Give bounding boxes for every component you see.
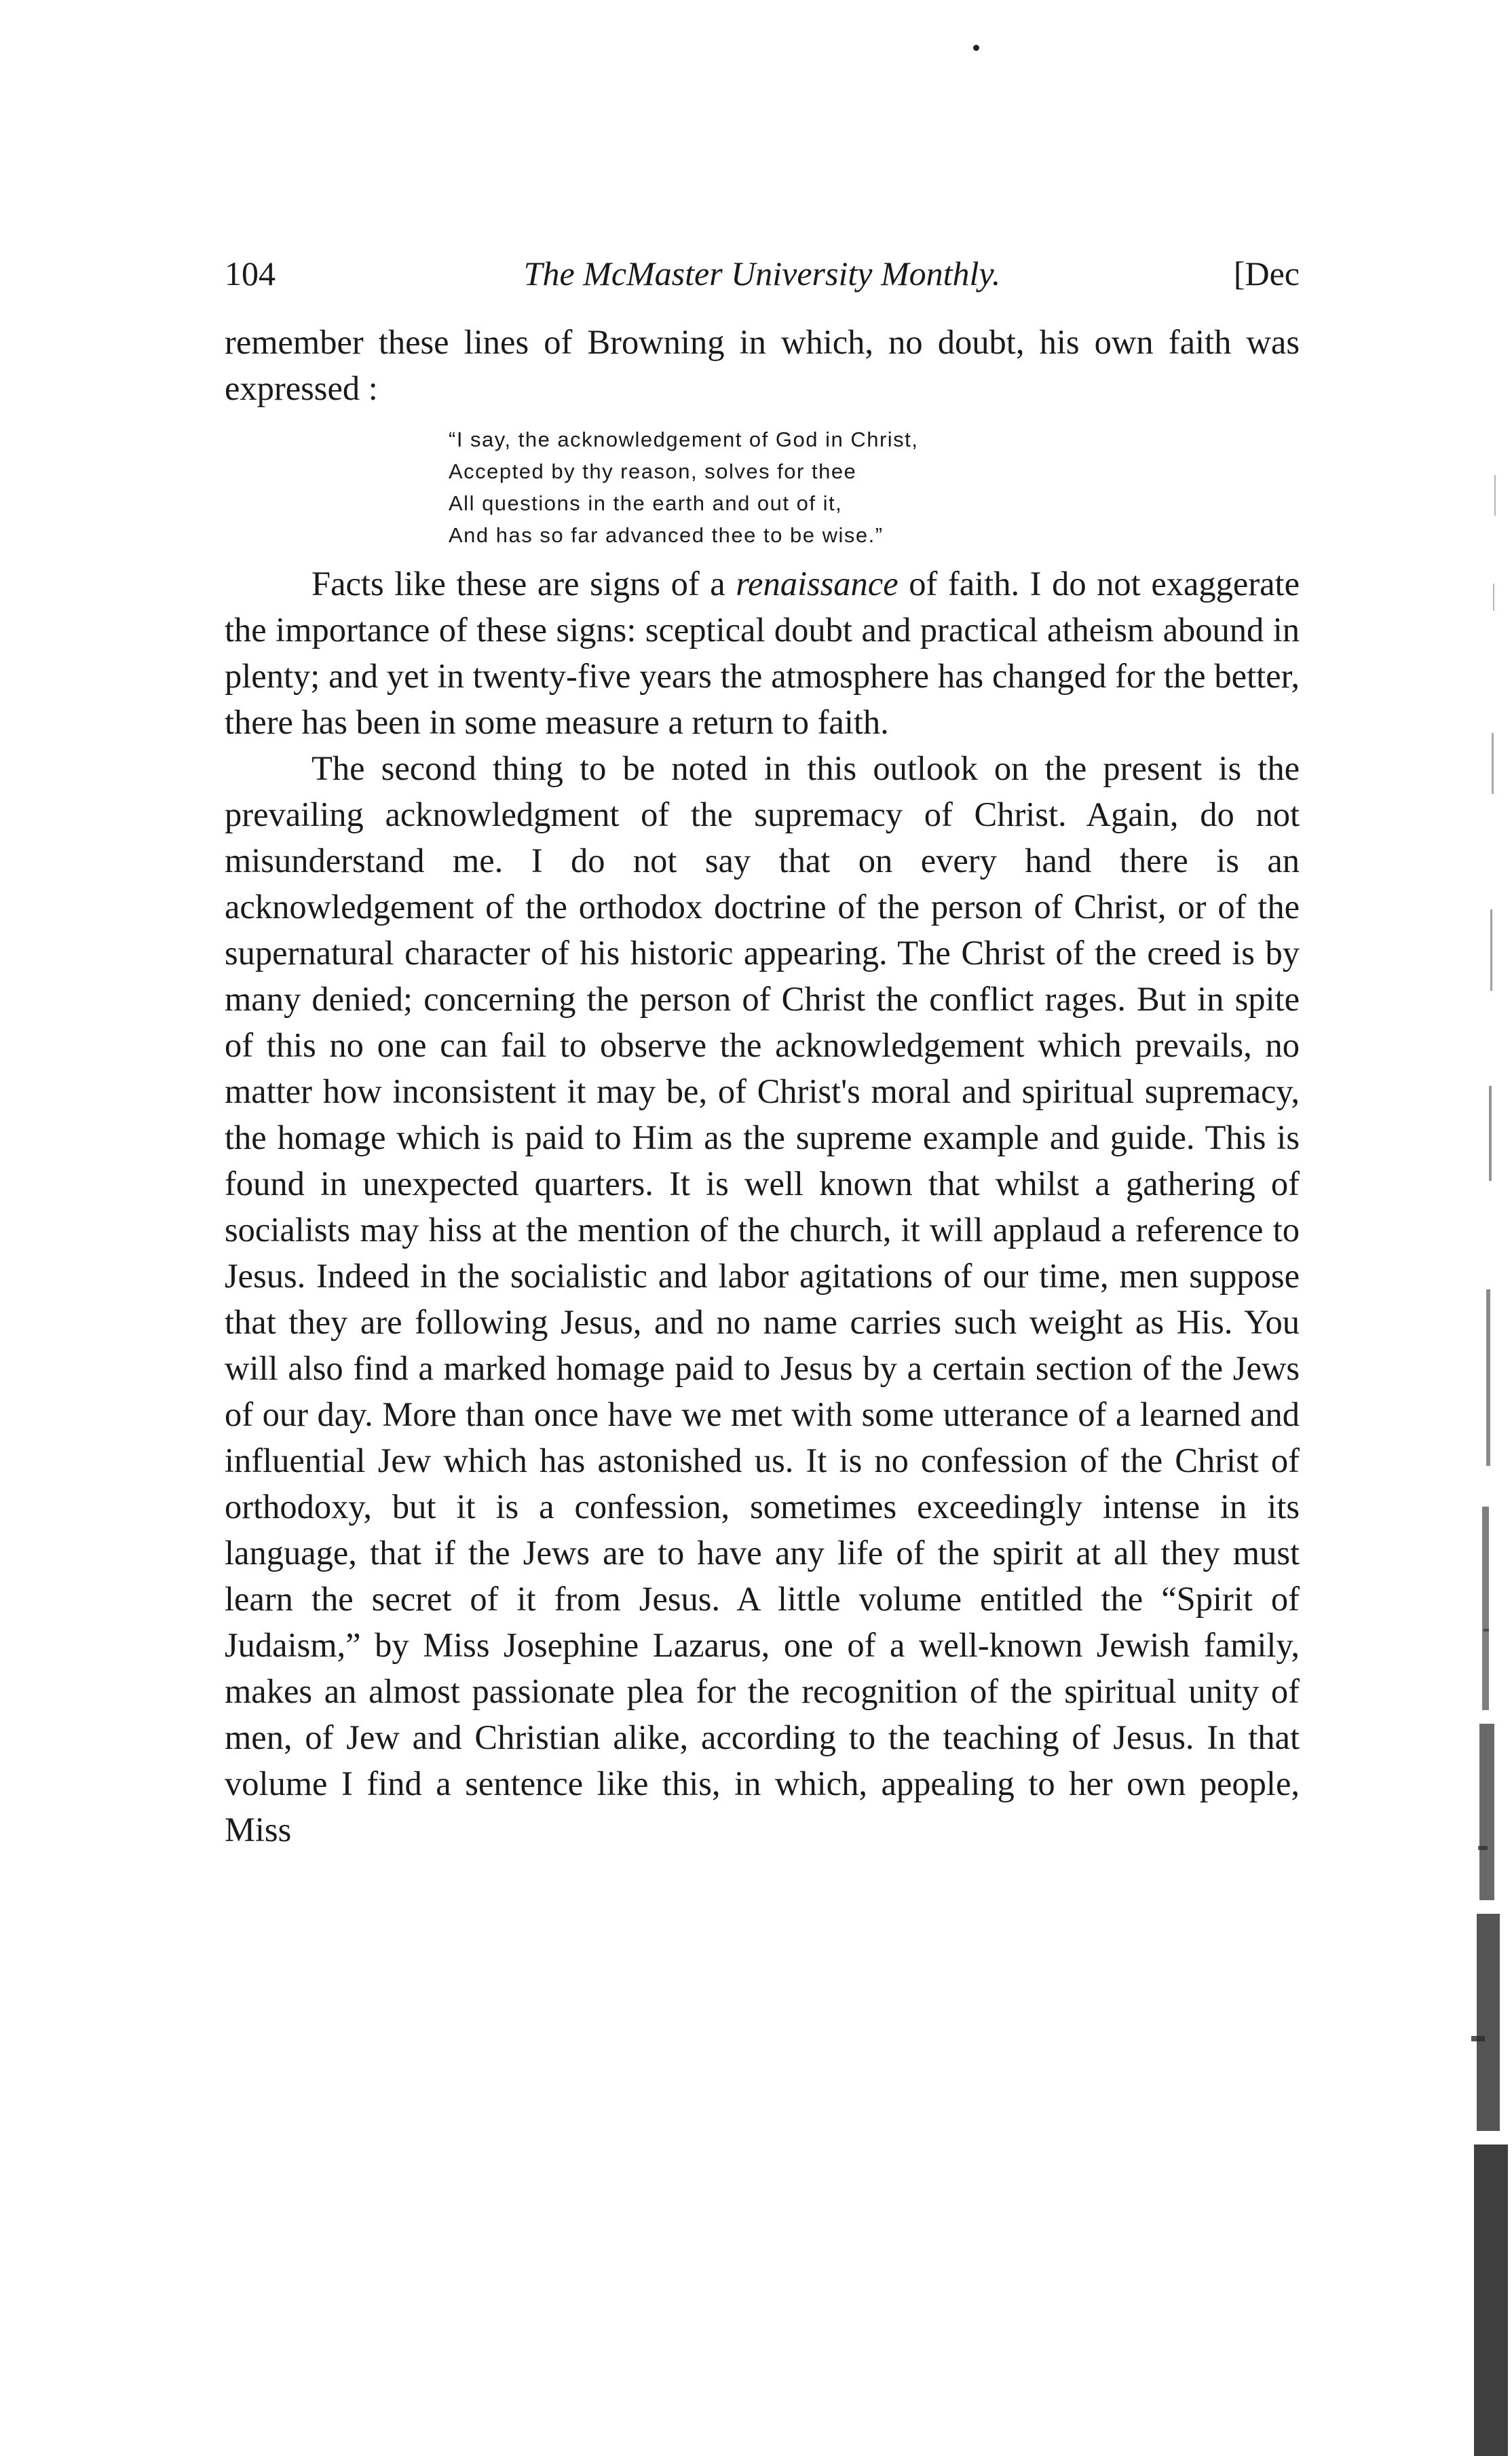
verse-line: Accepted by thy reason, solves for thee xyxy=(449,459,857,483)
verse-line: And has so far advanced thee to be wise.” xyxy=(449,523,884,547)
paragraph-2-start: Facts like these are signs of a xyxy=(311,565,736,603)
italic-word: renaissance xyxy=(736,565,899,603)
paragraph-2-end: of faith. I do not exaggerate the importance of these signs: sceptical doubt and practical atheism abound in plenty; and yet in twenty-five years the atmosphere has changed for the better, there has been in some measure a return to faith. xyxy=(225,565,1300,741)
paragraph-2 xyxy=(225,561,1300,745)
paragraph-3: The second thing to be noted in this outlook on the present is the prevailing acknowledgment of the supremacy of Christ. Again, do not misunderstand me. I do not say that on every hand there is an acknowledgement of the orthodox doctrine of the person of Christ, or of the supernatural character of his historic appearing. The Christ of the creed is by many denied; concerning the person of Christ the conflict rages. But in spite of this no one can fail to observe the acknowledgement which prevails, no matter how inconsistent it may be, of Christ's moral and spiritual supremacy, the homage which is paid to Him as the supreme example and guide. This is found in unexpected quarters. It is well known that whilst a gathering of socialists may hiss at the mention of the church, it will applaud a reference to Jesus. Indeed in the socialistic and labor agitations of our time, men suppose that they are following Jesus, and no name carries such weight as His. You will also find a marked homage paid to Jesus by a certain section of the Jews of our day. More than once have we met with some utterance of a learned and influential Jew which has astonished us. It is no confession of the Christ of orthodoxy, but it is a confession, sometimes exceedingly intense in its language, that if the Jews are to have any life of the spirit at all they must learn the secret of it from Jesus. A little volume entitled the “Spirit of Judaism,” by Miss Josephine Lazarus, one of a well-known Jewish family, makes an almost passionate plea for the recognition of the spiritual unity of men, of Jew and Christian alike, according to the teaching of Jesus. In that volume I find a sentence like this, in which, appealing to her own people, Miss xyxy=(225,749,1300,1849)
paragraph-1: remember these lines of Browning in which, no doubt, his own faith was expressed : xyxy=(225,323,1300,407)
ink-speck xyxy=(973,45,979,51)
scan-edge-artifact xyxy=(1459,475,1512,2456)
verse-line: All questions in the earth and out of it, xyxy=(449,491,843,515)
issue-label: [Dec xyxy=(1233,254,1300,292)
article-body xyxy=(225,319,1300,1853)
page-number: 104 xyxy=(225,254,276,292)
verse-quotation xyxy=(225,423,1300,551)
running-header xyxy=(225,250,1300,297)
journal-title: The McMaster University Monthly. xyxy=(523,254,1001,292)
verse-line: “I say, the acknowledgement of God in Christ, xyxy=(449,428,919,451)
